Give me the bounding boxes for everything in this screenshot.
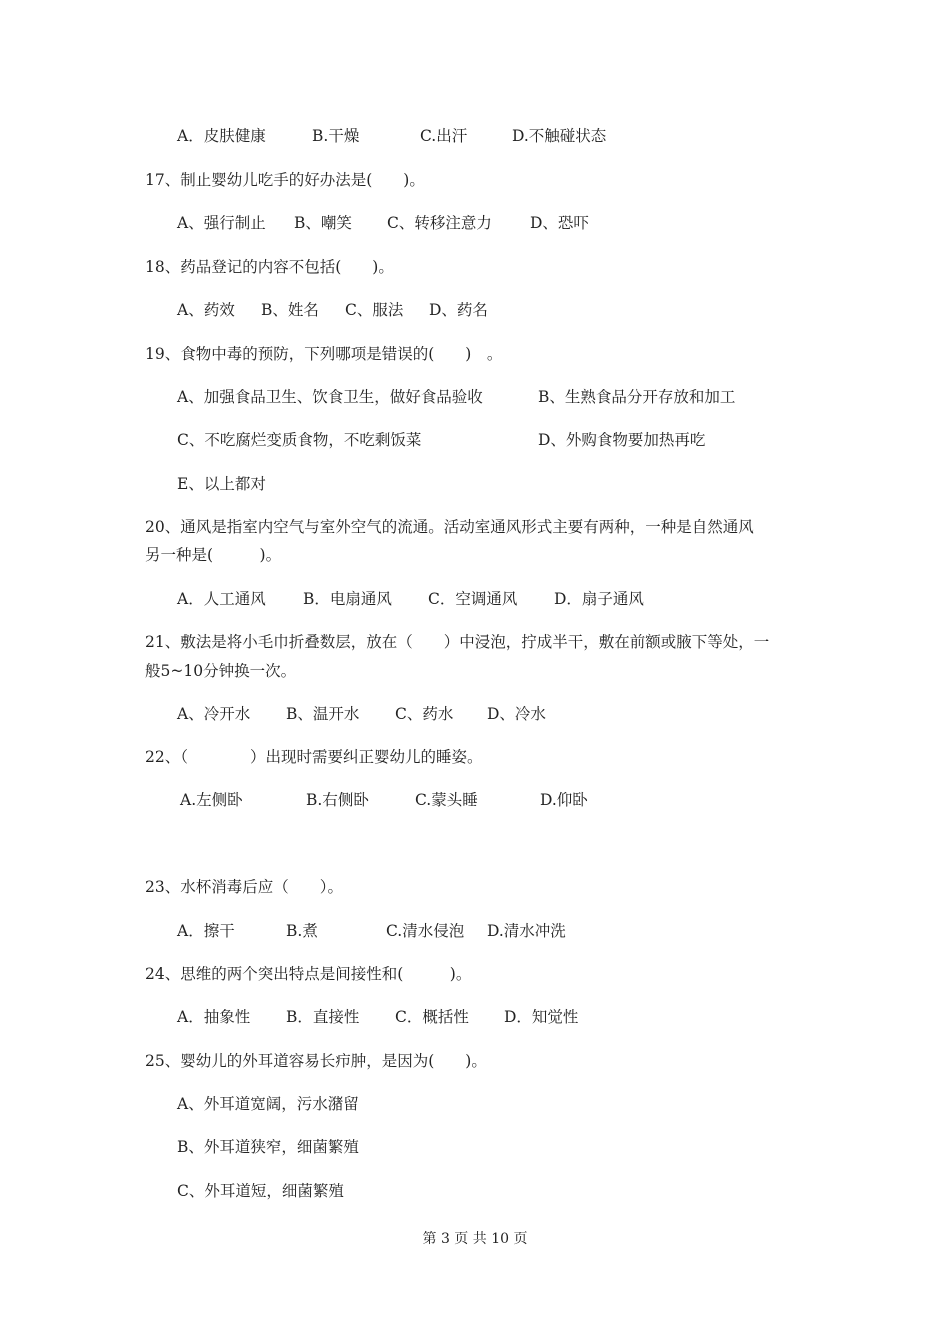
q22-option-d: D.仰卧 (540, 791, 588, 809)
question-24: 24、思维的两个突出特点是间接性和( )。 (145, 965, 472, 983)
question-20: 20、通风是指室内空气与室外空气的流通。活动室通风形式主要有两种，一种是自然通风 (145, 518, 754, 536)
q19-option-a: A、加强食品卫生、饮食卫生，做好食品验收 (177, 388, 483, 406)
q23-option-c: C.清水侵泡 (386, 922, 465, 940)
q21-option-c: C、药水 (395, 705, 454, 723)
q24-option-b: B．直接性 (286, 1008, 360, 1026)
q25-option-b: B、外耳道狭窄，细菌繁殖 (177, 1138, 359, 1156)
question-19: 19、食物中毒的预防，下列哪项是错误的( ) 。 (145, 345, 503, 363)
q22-option-b: B.右侧卧 (306, 791, 369, 809)
question-17: 17、制止婴幼儿吃手的好办法是( )。 (145, 171, 425, 189)
q20-option-a: A．人工通风 (177, 590, 266, 608)
question-22: 22、（ ）出现时需要纠正婴幼儿的睡姿。 (145, 748, 483, 766)
q24-option-c: C．概括性 (395, 1008, 469, 1026)
question-21-cont: 般5~10分钟换一次。 (145, 662, 297, 680)
q25-option-c: C、外耳道短，细菌繁殖 (177, 1182, 344, 1200)
q18-option-b: B、姓名 (261, 301, 319, 319)
q22-option-c: C.蒙头睡 (415, 791, 478, 809)
q23-option-d: D.清水冲洗 (487, 922, 566, 940)
q16-option-b: B.干燥 (312, 127, 360, 145)
q17-option-c: C、转移注意力 (387, 214, 492, 232)
q19-option-c: C、不吃腐烂变质食物，不吃剩饭菜 (177, 431, 422, 449)
question-25: 25、婴幼儿的外耳道容易长疖肿，是因为( )。 (145, 1052, 487, 1070)
q18-option-a: A、药效 (177, 301, 235, 319)
question-21: 21、敷法是将小毛巾折叠数层，放在（ ）中浸泡，拧成半干，敷在前额或腋下等处，一 (145, 633, 770, 651)
q17-option-d: D、恐吓 (530, 214, 589, 232)
q16-option-c: C.出汗 (420, 127, 468, 145)
q19-option-b: B、生熟食品分开存放和加工 (538, 388, 736, 406)
q16-option-a: A．皮肤健康 (177, 127, 266, 145)
q20-option-c: C．空调通风 (428, 590, 518, 608)
q17-option-b: B、嘲笑 (294, 214, 352, 232)
q23-option-a: A．擦干 (177, 922, 235, 940)
q19-option-d: D、外购食物要加热再吃 (538, 431, 706, 449)
q21-option-d: D、冷水 (487, 705, 546, 723)
q18-option-c: C、服法 (345, 301, 404, 319)
question-23: 23、水杯消毒后应（ ）。 (145, 878, 343, 896)
q18-option-d: D、药名 (429, 301, 488, 319)
q24-option-d: D．知觉性 (504, 1008, 579, 1026)
page-footer: 第 3 页 共 10 页 (422, 1231, 528, 1247)
q17-option-a: A、强行制止 (177, 214, 266, 232)
q19-option-e: E、以上都对 (177, 475, 266, 493)
q23-option-b: B.煮 (286, 922, 318, 940)
question-20-cont: 另一种是( )。 (145, 546, 282, 564)
q24-option-a: A．抽象性 (177, 1008, 251, 1026)
q16-option-d: D.不触碰状态 (512, 127, 607, 145)
question-18: 18、药品登记的内容不包括( )。 (145, 258, 394, 276)
q21-option-a: A、冷开水 (177, 705, 251, 723)
q20-option-b: B．电扇通风 (303, 590, 392, 608)
q25-option-a: A、外耳道宽阔，污水潴留 (177, 1095, 359, 1113)
q20-option-d: D．扇子通风 (554, 590, 644, 608)
q22-option-a: A.左侧卧 (180, 791, 243, 809)
q21-option-b: B、温开水 (286, 705, 360, 723)
